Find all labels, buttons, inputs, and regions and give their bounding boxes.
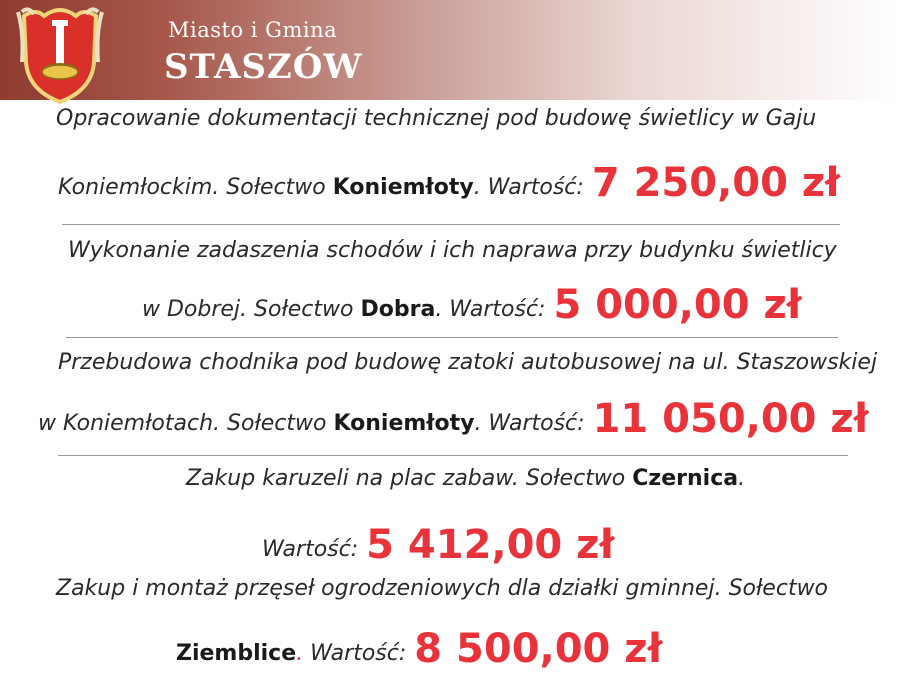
item-4-solectwo: Czernica	[632, 466, 739, 491]
item-4-text: Zakup karuzeli na plac zabaw. Sołectwo	[186, 466, 633, 491]
item-1-value: 7 250,00 zł	[591, 160, 840, 206]
item-2-value-label: . Wartość:	[435, 297, 546, 322]
item-4-value: 5 412,00 zł	[366, 522, 615, 568]
item-3-description-line1: Przebudowa chodnika pod budowę zatoki autobusowej na ul. Staszowskiej	[58, 350, 878, 375]
item-2-description-line2	[142, 280, 802, 326]
item-4-description-line1	[186, 466, 745, 491]
item-1-description-line1: Opracowanie dokumentacji technicznej pod budowę świetlicy w Gaju	[56, 106, 817, 131]
header-subtitle: Miasto i Gmina	[168, 18, 338, 42]
item-5-description-line2	[176, 624, 662, 670]
item-1-description-line2	[58, 158, 840, 204]
item-2-text: w Dobrej. Sołectwo	[142, 297, 361, 322]
item-4-description-line2	[262, 520, 614, 566]
separator	[62, 224, 840, 225]
item-5-description-line1: Zakup i montaż przęseł ogrodzeniowych dla działki gminnej. Sołectwo	[56, 576, 829, 601]
item-1-value-label: . Wartość:	[473, 175, 584, 200]
staszow-coat-of-arms-logo	[14, 2, 106, 106]
separator	[66, 337, 838, 338]
item-4-value-label: Wartość:	[262, 537, 359, 562]
item-5-period: .	[296, 641, 304, 666]
item-2-solectwo: Dobra	[360, 297, 436, 322]
item-2-value: 5 000,00 zł	[553, 282, 802, 328]
item-3-text: w Koniemłotach. Sołectwo	[38, 411, 334, 436]
header-title: STASZÓW	[164, 47, 363, 87]
item-5-value: 8 500,00 zł	[414, 626, 663, 672]
item-1-text: Koniemłockim. Sołectwo	[58, 175, 333, 200]
item-5-solectwo: Ziemblice	[176, 641, 297, 666]
separator	[58, 455, 848, 456]
header-banner	[0, 0, 900, 100]
item-1-solectwo: Koniemłoty	[332, 175, 474, 200]
item-3-value: 11 050,00 zł	[592, 396, 869, 442]
item-5-value-label: Wartość:	[303, 641, 407, 666]
item-3-description-line2	[38, 394, 869, 440]
item-3-solectwo: Koniemłoty	[333, 411, 475, 436]
item-2-description-line1: Wykonanie zadaszenia schodów i ich naprawa przy budynku świetlicy	[68, 238, 837, 263]
item-4-period: .	[738, 466, 746, 491]
item-3-value-label: . Wartość:	[474, 411, 585, 436]
